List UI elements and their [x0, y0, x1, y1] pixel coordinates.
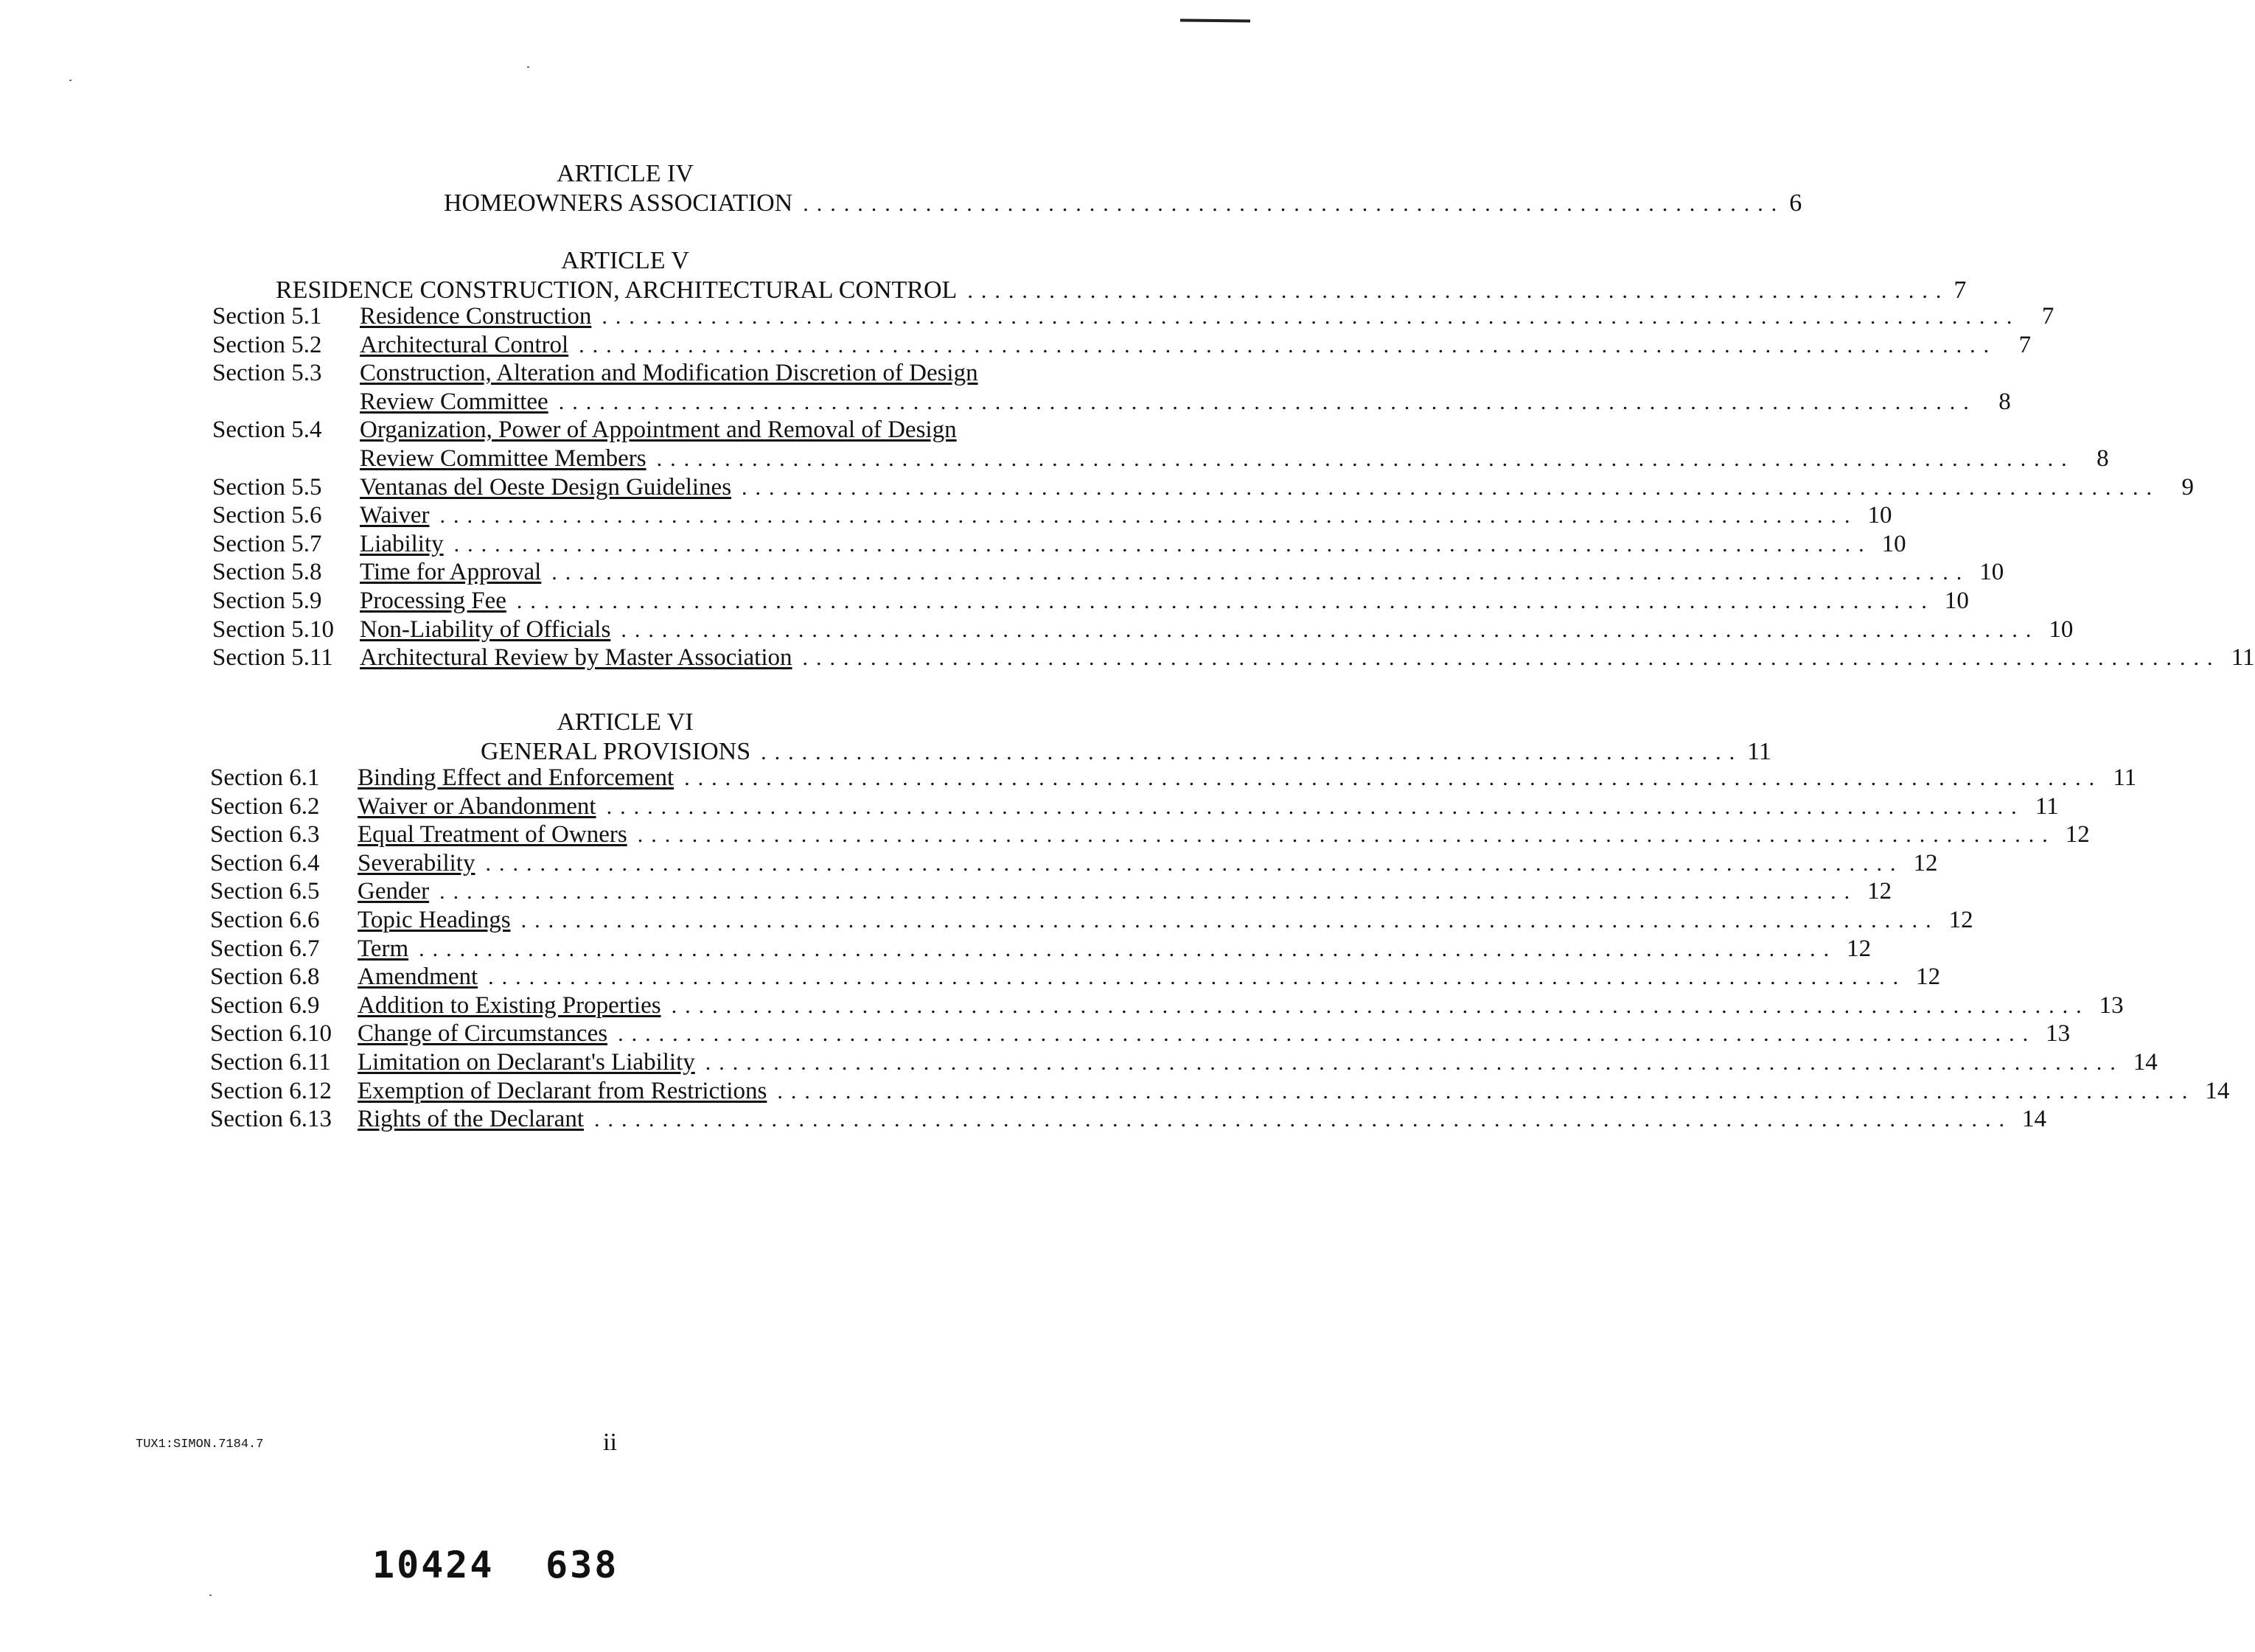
leader-dots: ........................................................................................................ [439, 879, 1858, 905]
leader-dots: ........................................................................................................ [602, 304, 2021, 329]
section-page: 10 [1881, 530, 1906, 557]
section-title-line [360, 359, 1090, 387]
toc-row[interactable] [210, 792, 2059, 821]
section-title-link[interactable]: Change of Circumstances [358, 1020, 608, 1048]
toc-row[interactable] [212, 331, 2032, 360]
section-title-line [358, 1020, 2071, 1048]
toc-row[interactable] [212, 416, 2109, 473]
section-title-link[interactable]: Processing Fee [360, 588, 506, 614]
leader-dots: ........................................................................ [803, 192, 1785, 216]
section-number: Section 6.5 [210, 878, 320, 905]
section-title-line [358, 991, 2124, 1020]
leader-dots: ........................................................................................................ [606, 794, 2025, 819]
article-vi-page: 11 [1747, 738, 1771, 765]
section-title-link[interactable]: Liability [360, 530, 444, 557]
toc-row[interactable] [212, 558, 2004, 587]
toc-row[interactable] [210, 849, 1938, 878]
section-number: Section 5.4 [212, 417, 322, 444]
leader-dots: ........................................................................................................ [520, 908, 1939, 933]
section-number: Section 6.6 [210, 907, 320, 933]
section-title-link[interactable]: Amendment [358, 963, 478, 991]
section-title-link[interactable]: Topic Headings [358, 907, 511, 933]
toc-row[interactable] [212, 473, 2195, 502]
toc-row[interactable] [210, 1020, 2071, 1048]
section-page: 7 [2018, 331, 2032, 358]
section-page: 7 [2041, 303, 2054, 330]
section-title-line [358, 849, 1938, 878]
article-vi-title-line[interactable] [481, 737, 1771, 767]
leader-dots: ........................................................................................................ [516, 589, 1935, 613]
scan-mark [1180, 19, 1250, 23]
section-title-line [360, 416, 1090, 444]
toc-row[interactable] [212, 501, 1892, 530]
section-title-link[interactable]: Architectural Control [360, 331, 569, 358]
section-title-line [358, 877, 1892, 906]
toc-row[interactable] [210, 1077, 2230, 1106]
section-title-line [360, 616, 2074, 644]
section-page: 10 [1944, 588, 1969, 614]
section-title-line [360, 558, 2004, 587]
toc-row[interactable] [210, 935, 1872, 963]
leader-dots: ........................................................................................................ [618, 1022, 2037, 1047]
section-title-line [358, 792, 2059, 821]
section-title-line [360, 644, 2255, 672]
document-code: TUX1:SIMON.7184.7 [136, 1437, 264, 1451]
toc-row[interactable] [210, 877, 1892, 906]
section-number: Section 5.3 [212, 360, 322, 387]
section-title-line [358, 935, 1872, 963]
scan-speck [209, 1595, 212, 1596]
section-title-link[interactable]: Gender [358, 878, 430, 905]
recording-book-number: 10424 [372, 1544, 495, 1586]
toc-row[interactable] [210, 1048, 2158, 1077]
section-number: Section 6.11 [210, 1049, 331, 1076]
page-number: ii [603, 1429, 617, 1456]
section-title-link[interactable]: Equal Treatment of Owners [358, 821, 627, 848]
section-title-link[interactable]: Severability [358, 849, 475, 876]
leader-dots: ........................................................................................................ [705, 1050, 2124, 1075]
section-title-line [358, 1048, 2158, 1077]
leader-dots: ........................................................................................................ [439, 503, 1858, 529]
leader-dots: ........................................................................................................ [637, 823, 2056, 848]
section-page: 13 [2099, 991, 2124, 1019]
article-v-title-line[interactable] [276, 276, 1967, 306]
section-page: 12 [1916, 963, 1941, 991]
section-page: 9 [2181, 473, 2195, 501]
section-number: Section 5.10 [212, 616, 334, 643]
article-vi-title: GENERAL PROVISIONS [481, 738, 751, 765]
section-title-link[interactable]: Waiver [360, 502, 430, 529]
section-title-link[interactable]: Waiver or Abandonment [358, 792, 596, 820]
section-title-link[interactable]: Binding Effect and Enforcement [358, 764, 675, 791]
section-title-line [360, 302, 2054, 331]
toc-row[interactable] [212, 359, 2011, 416]
scan-speck [69, 80, 72, 81]
section-number: Section 5.2 [212, 331, 322, 358]
section-title-line [360, 501, 1892, 530]
section-title-link[interactable]: Review Committee Members [360, 445, 646, 472]
article-iv-heading: ARTICLE IV [557, 160, 694, 187]
section-page: 10 [2049, 616, 2074, 643]
leader-dots: ........................................................................................................ [656, 446, 2075, 471]
leader-dots: ........................................................................................................ [621, 617, 2040, 642]
section-title-line [360, 587, 1969, 616]
section-title-link[interactable]: Limitation on Declarant's Liability [358, 1049, 695, 1076]
toc-row[interactable] [212, 302, 2054, 331]
section-number: Section 6.2 [210, 792, 320, 820]
toc-row[interactable] [212, 530, 1906, 559]
scan-speck [527, 66, 529, 68]
section-page: 14 [2205, 1077, 2230, 1104]
section-title-link[interactable]: Residence Construction [360, 303, 592, 330]
section-number: Section 6.12 [210, 1077, 332, 1104]
toc-row[interactable] [212, 616, 2074, 644]
section-title-line [360, 530, 1906, 559]
section-number: Section 5.9 [212, 588, 322, 614]
leader-dots: ........................................................................................................ [453, 532, 1872, 557]
toc-row[interactable] [210, 963, 1941, 991]
section-title-link[interactable]: Organization, Power of Appointment and Removal of Design [360, 417, 957, 444]
leader-dots: ........................................................................................................ [684, 766, 2103, 790]
section-page: 12 [1948, 907, 1973, 933]
section-title-line [358, 1077, 2230, 1106]
leader-dots: ........................................................................................................ [777, 1078, 2196, 1104]
leader-dots: ........................................................................................................ [558, 389, 1977, 414]
section-title-line [360, 331, 2032, 360]
section-page: 10 [1979, 559, 2004, 586]
article-vi-heading: ARTICLE VI [557, 708, 694, 736]
toc-row[interactable] [210, 906, 1973, 935]
article-iv-title-line[interactable] [444, 189, 1802, 219]
leader-dots: ........................................................................................................ [419, 936, 1838, 961]
leader-dots: ........................................................................................................ [742, 475, 2161, 500]
section-number: Section 6.1 [210, 764, 320, 791]
section-page: 8 [2097, 445, 2109, 472]
section-title-line [360, 445, 2109, 473]
toc-row[interactable] [210, 1105, 2046, 1134]
section-title-line [358, 764, 2137, 792]
article-v-heading: ARTICLE V [561, 247, 689, 274]
article-v-title: RESIDENCE CONSTRUCTION, ARCHITECTURAL CONTROL [276, 276, 958, 304]
leader-dots: ........................................................................................................ [671, 993, 2090, 1018]
leader-dots: ........................................................................................................ [488, 965, 1907, 990]
section-number: Section 5.5 [212, 473, 322, 501]
section-number: Section 5.6 [212, 502, 322, 529]
section-title-link[interactable]: Time for Approval [360, 559, 542, 586]
toc-row[interactable] [210, 764, 2137, 792]
section-number: Section 6.4 [210, 849, 320, 876]
section-title-line [358, 906, 1973, 935]
leader-dots: ........................................................................................................ [594, 1107, 2012, 1132]
section-page: 12 [1867, 878, 1892, 905]
section-title-line [360, 473, 2195, 502]
section-page: 14 [2022, 1106, 2046, 1133]
section-title-link[interactable]: Ventanas del Oeste Design Guidelines [360, 473, 732, 501]
section-title-link[interactable]: Term [358, 935, 409, 962]
section-number: Section 6.3 [210, 821, 320, 848]
section-title-link[interactable]: Non-Liability of Officials [360, 616, 611, 643]
section-number: Section 6.7 [210, 935, 320, 962]
leader-dots: ........................................................................................................ [551, 560, 1970, 585]
toc-row[interactable] [212, 587, 1969, 616]
section-page: 10 [1867, 502, 1892, 529]
article-v-page: 7 [1953, 276, 1967, 304]
section-number: Section 6.13 [210, 1106, 332, 1133]
section-title-link[interactable]: Addition to Existing Properties [358, 991, 661, 1019]
leader-dots: ........................................................................................................ [485, 851, 1904, 876]
leader-dots: ........................................................................ [967, 279, 1950, 303]
section-number: Section 5.1 [212, 303, 322, 330]
leader-dots: ........................................................................................................ [802, 646, 2221, 671]
section-number: Section 6.8 [210, 963, 320, 991]
section-page: 11 [2035, 792, 2059, 820]
toc-row[interactable] [210, 991, 2124, 1020]
section-title-link[interactable]: Construction, Alteration and Modification Discretion of Design [360, 360, 978, 387]
section-page: 12 [1847, 935, 1872, 962]
section-title-link[interactable]: Exemption of Declarant from Restrictions [358, 1077, 767, 1104]
section-number: Section 6.10 [210, 1020, 332, 1048]
section-title-line [358, 1105, 2046, 1134]
section-title-line [360, 388, 2011, 417]
section-number: Section 5.7 [212, 530, 322, 557]
section-title-link[interactable]: Review Committee [360, 388, 548, 415]
toc-row[interactable] [210, 820, 2090, 849]
section-page: 14 [2133, 1049, 2158, 1076]
section-title-line [358, 820, 2090, 849]
leader-dots: ........................................................................ [761, 740, 1743, 764]
article-iv-title: HOMEOWNERS ASSOCIATION [444, 189, 793, 217]
article-iv-page: 6 [1789, 189, 1802, 217]
leader-dots: ........................................................................................................ [579, 332, 1998, 358]
section-page: 11 [2113, 764, 2137, 791]
recording-page-number: 638 [546, 1544, 619, 1586]
section-page: 11 [2231, 644, 2255, 672]
section-number: Section 6.9 [210, 991, 320, 1019]
section-page: 8 [1998, 388, 2011, 415]
toc-row[interactable] [212, 644, 2255, 672]
section-title-line [358, 963, 1941, 991]
section-page: 12 [1913, 849, 1938, 876]
section-number: Section 5.8 [212, 559, 322, 586]
section-page: 12 [2065, 821, 2090, 848]
section-page: 13 [2046, 1020, 2071, 1048]
section-number: Section 5.11 [212, 644, 333, 672]
section-title-link[interactable]: Rights of the Declarant [358, 1106, 584, 1133]
section-title-link[interactable]: Architectural Review by Master Association [360, 644, 792, 672]
